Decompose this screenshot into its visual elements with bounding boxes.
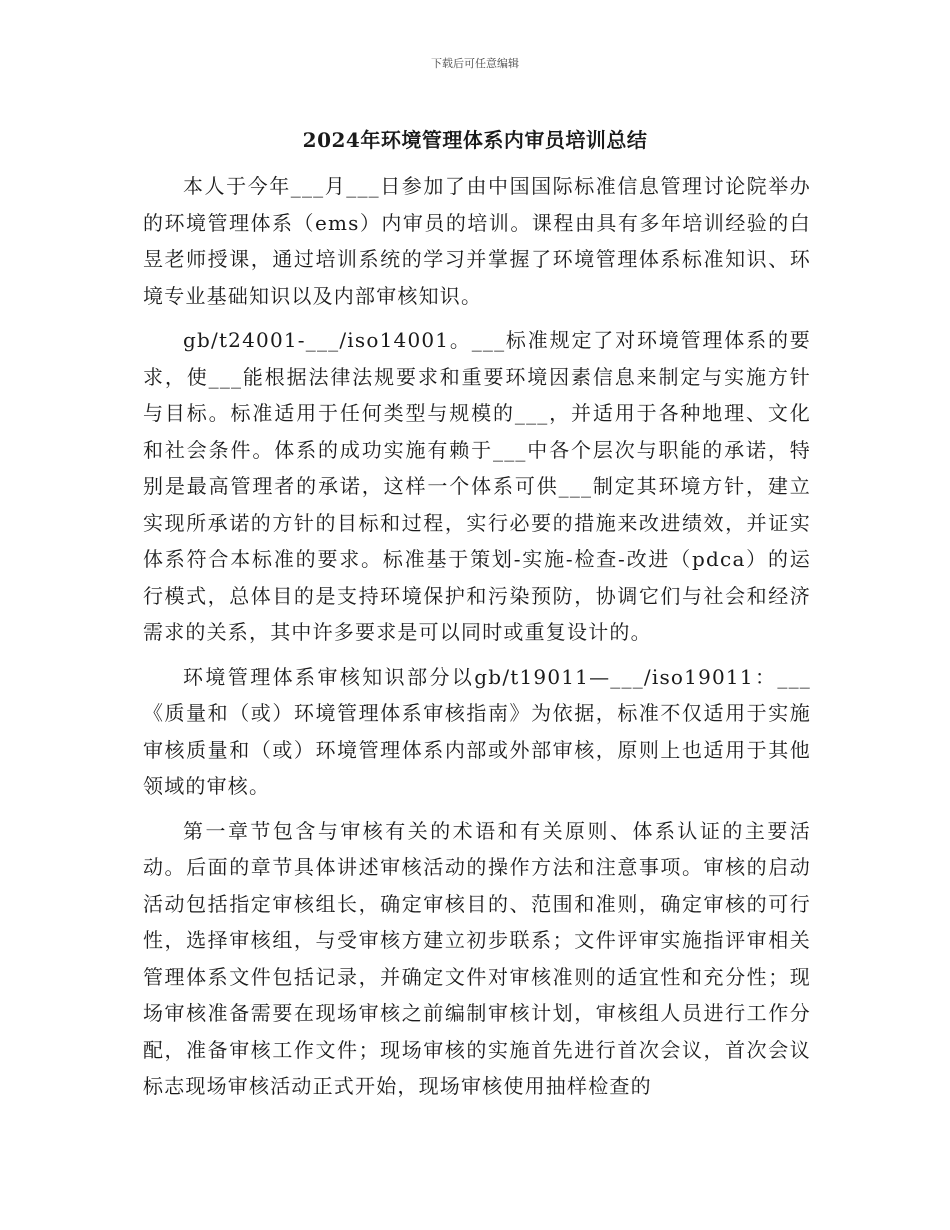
paragraph-4: 第一章节包含与审核有关的术语和有关原则、体系认证的主要活动。后面的章节具体讲述审核活动的操作方法和注意事项。审核的启动活动包括指定审核组长，确定审核目的、范围和准则，确定审核的可行性，选择审核组，与受审核方建立初步联系；文件评审实施指评审相关管理体系文件包括记录，并确定文件对审核准则的适宜性和充分性；现场审核准备需要在现场审核之前编制审核计划，审核组人员进行工作分配，准备审核工作文件；现场审核的实施首先进行首次会议，首次会议标志现场审核活动正式开始，现场审核使用抽样检查的 <box>143 818 811 1098</box>
header-note: 下载后可任意编辑 <box>431 57 519 70</box>
document-body <box>143 168 811 1113</box>
document-title: 2024年环境管理体系内审员培训总结 <box>302 128 648 152</box>
paragraph-3: 环境管理体系审核知识部分以gb/t19011—___/iso19011：___《质量和（或）环境管理体系审核指南》为依据，标准不仅适用于实施审核质量和（或）环境管理体系内部或外部审核，原则上也适用于其他领域的审核。 <box>143 664 811 798</box>
paragraph-2: gb/t24001-___/iso14001。___标准规定了对环境管理体系的要求，使___能根据法律法规要求和重要环境因素信息来制定与实施方针与目标。标准适用于任何类型与规模的___，并适用于各种地理、文化和社会条件。体系的成功实施有赖于___中各个层次与职能的承诺，特别是最高管理者的承诺，这样一个体系可供___制定其环境方针，建立实现所承诺的方针的目标和过程，实行必要的措施来改进绩效，并证实体系符合本标准的要求。标准基于策划-实施-检查-改进（pdca）的运行模式，总体目的是支持环境保护和污染预防，协调它们与社会和经济需求的关系，其中许多要求是可以同时或重复设计的。 <box>143 328 811 644</box>
paragraph-1: 本人于今年___月___日参加了由中国国际标准信息管理讨论院举办的环境管理体系（ems）内审员的培训。课程由具有多年培训经验的白昱老师授课，通过培训系统的学习并掌握了环境管理体系标准知识、环境专业基础知识以及内部审核知识。 <box>143 174 811 308</box>
